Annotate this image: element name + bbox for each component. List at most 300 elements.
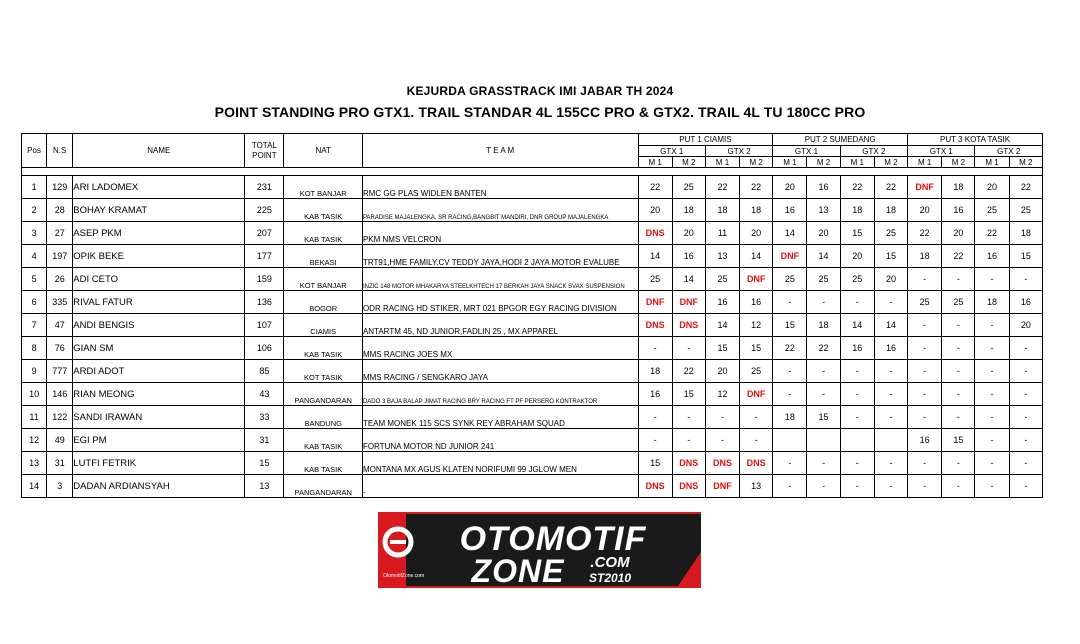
row-moto-score: 14	[773, 222, 807, 245]
row-moto-score: -	[1009, 406, 1042, 429]
row-moto-score: -	[1009, 383, 1042, 406]
row-nat: KAB TASIK	[284, 337, 362, 360]
row-moto-score: 22	[874, 176, 907, 199]
row-moto-score: DNS	[638, 475, 672, 498]
row-moto-score: -	[874, 406, 907, 429]
row-start-number: 76	[47, 337, 73, 360]
row-moto-score: 15	[638, 452, 672, 475]
row-moto-score: 14	[740, 245, 773, 268]
row-moto-score: 16	[942, 199, 975, 222]
row-moto-score: DNS	[672, 314, 705, 337]
row-total-point: 231	[245, 176, 284, 199]
row-total-point: 33	[245, 406, 284, 429]
header-moto-2: M 2	[874, 157, 907, 168]
row-moto-score: DNF	[740, 268, 773, 291]
row-moto-score: 14	[807, 245, 840, 268]
row-team: MMS RACING / SENGKARO JAYA	[362, 360, 638, 383]
row-moto-score: 15	[807, 406, 840, 429]
header-ns: N.S	[47, 134, 73, 168]
row-moto-score: DNS	[638, 222, 672, 245]
row-moto-score: 13	[807, 199, 840, 222]
row-moto-score: -	[638, 429, 672, 452]
table-row	[22, 245, 1043, 268]
row-pos: 13	[22, 452, 47, 475]
row-moto-score: 16	[1009, 291, 1042, 314]
header-moto-1: M 1	[705, 157, 739, 168]
row-pos: 7	[22, 314, 47, 337]
row-total-point: 13	[245, 475, 284, 498]
page-subtitle: POINT STANDING PRO GTX1. TRAIL STANDAR 4L 155CC PRO & GTX2. TRAIL 4L TU 180CC PRO	[214, 104, 866, 120]
row-total-point: 31	[245, 429, 284, 452]
row-moto-score: -	[1009, 452, 1042, 475]
row-team: DADO 3 BAJA BALAP JIMAT RACING BRY RACING FT PF PERSERO KONTRAKTOR	[362, 383, 638, 406]
row-moto-score: -	[840, 383, 874, 406]
row-moto-score: 22	[908, 222, 942, 245]
header-class-gtx2: GTX 2	[975, 146, 1043, 157]
row-team: FORTUNA MOTOR ND JUNIOR 241	[362, 429, 638, 452]
row-moto-score: 15	[840, 222, 874, 245]
row-rider-name: LUTFI FETRIK	[73, 452, 245, 475]
row-moto-score: -	[874, 360, 907, 383]
row-total-point: 177	[245, 245, 284, 268]
row-moto-score: 25	[874, 222, 907, 245]
row-moto-score: -	[638, 337, 672, 360]
row-moto-score: 16	[807, 176, 840, 199]
row-moto-score: 14	[638, 245, 672, 268]
row-pos: 8	[22, 337, 47, 360]
row-total-point: 225	[245, 199, 284, 222]
row-moto-score: -	[705, 429, 739, 452]
row-moto-score: 20	[975, 176, 1009, 199]
row-moto-score: DNF	[740, 383, 773, 406]
row-moto-score: 18	[807, 314, 840, 337]
row-nat: KAB TASIK	[284, 222, 362, 245]
row-start-number: 27	[47, 222, 73, 245]
logo-since: ST2010	[588, 571, 632, 585]
header-moto-2: M 2	[672, 157, 705, 168]
row-moto-score: -	[908, 452, 942, 475]
row-moto-score: 15	[1009, 245, 1042, 268]
row-total-point: 15	[245, 452, 284, 475]
row-moto-score: 25	[1009, 199, 1042, 222]
row-moto-score: -	[975, 452, 1009, 475]
header-class-gtx2: GTX 2	[840, 146, 907, 157]
row-moto-score: DNS	[705, 452, 739, 475]
header-moto-1: M 1	[908, 157, 942, 168]
row-moto-score: 16	[908, 429, 942, 452]
header-class-gtx1: GTX 1	[773, 146, 840, 157]
row-moto-score: -	[942, 360, 975, 383]
row-moto-score: 12	[740, 314, 773, 337]
row-moto-score: DNF	[705, 475, 739, 498]
table-row	[22, 452, 1043, 475]
row-moto-score: 25	[773, 268, 807, 291]
row-moto-score: 15	[874, 245, 907, 268]
row-moto-score: -	[942, 268, 975, 291]
table-row	[22, 406, 1043, 429]
row-moto-score: -	[975, 383, 1009, 406]
row-moto-score: 18	[840, 199, 874, 222]
row-moto-score: 14	[874, 314, 907, 337]
row-moto-score: 15	[672, 383, 705, 406]
row-moto-score: 22	[740, 176, 773, 199]
row-moto-score: 18	[1009, 222, 1042, 245]
row-total-point: 107	[245, 314, 284, 337]
row-total-point: 207	[245, 222, 284, 245]
table-row	[22, 429, 1043, 452]
row-rider-name: ASEP PKM	[73, 222, 245, 245]
row-rider-name: RIAN MEONG	[73, 383, 245, 406]
row-moto-score	[773, 429, 807, 452]
row-moto-score: -	[807, 475, 840, 498]
row-start-number: 335	[47, 291, 73, 314]
row-moto-score: -	[840, 291, 874, 314]
table-row	[22, 222, 1043, 245]
row-moto-score: -	[773, 360, 807, 383]
row-moto-score: 22	[807, 337, 840, 360]
row-moto-score: 22	[638, 176, 672, 199]
header-total-point: TOTAL POINT	[245, 134, 284, 168]
row-start-number: 122	[47, 406, 73, 429]
logo-text-bottom: ZONE	[471, 553, 565, 588]
row-moto-score: DNS	[638, 314, 672, 337]
row-moto-score: -	[908, 475, 942, 498]
row-moto-score: -	[1009, 429, 1042, 452]
row-moto-score: 18	[773, 406, 807, 429]
row-moto-score: 20	[672, 222, 705, 245]
row-team: -	[362, 475, 638, 498]
row-moto-score: 20	[874, 268, 907, 291]
row-moto-score: -	[942, 383, 975, 406]
row-moto-score	[807, 429, 840, 452]
row-start-number: 49	[47, 429, 73, 452]
row-pos: 10	[22, 383, 47, 406]
row-moto-score: -	[807, 360, 840, 383]
row-moto-score	[840, 429, 874, 452]
row-moto-score: 16	[638, 383, 672, 406]
header-spacer	[22, 168, 1043, 176]
row-moto-score: 14	[840, 314, 874, 337]
header-nat: NAT	[284, 134, 362, 168]
row-pos: 14	[22, 475, 47, 498]
row-pos: 12	[22, 429, 47, 452]
row-rider-name: GIAN SM	[73, 337, 245, 360]
header-round-1: PUT 1 CIAMIS	[638, 134, 773, 146]
row-moto-score: DNF	[638, 291, 672, 314]
row-moto-score: 13	[740, 475, 773, 498]
row-moto-score: -	[840, 406, 874, 429]
logo-ring-bar	[390, 540, 406, 544]
row-moto-score: 18	[908, 245, 942, 268]
row-moto-score: DNS	[672, 475, 705, 498]
header-moto-1: M 1	[773, 157, 807, 168]
row-moto-score: -	[672, 406, 705, 429]
table-row	[22, 475, 1043, 498]
row-moto-score: -	[1009, 360, 1042, 383]
row-moto-score: DNF	[908, 176, 942, 199]
row-moto-score: 20	[1009, 314, 1042, 337]
row-moto-score: -	[1009, 337, 1042, 360]
row-rider-name: BOHAY KRAMAT	[73, 199, 245, 222]
row-rider-name: EGI PM	[73, 429, 245, 452]
row-nat: BANDUNG	[284, 406, 362, 429]
row-nat: PANGANDARAN	[284, 383, 362, 406]
row-moto-score: 22	[1009, 176, 1042, 199]
row-pos: 3	[22, 222, 47, 245]
row-moto-score: -	[874, 383, 907, 406]
row-rider-name: ANDI BENGIS	[73, 314, 245, 337]
row-moto-score: -	[705, 406, 739, 429]
row-start-number: 47	[47, 314, 73, 337]
row-moto-score: -	[975, 314, 1009, 337]
header-round-3: PUT 3 KOTA TASIK	[908, 134, 1043, 146]
row-moto-score: 16	[874, 337, 907, 360]
row-team: TEAM MONEK 115 SCS SYNK REY ABRAHAM SQUAD	[362, 406, 638, 429]
row-moto-score: -	[908, 268, 942, 291]
row-rider-name: SANDI IRAWAN	[73, 406, 245, 429]
row-nat: KAB TASIK	[284, 429, 362, 452]
header-moto-2: M 2	[1009, 157, 1042, 168]
row-rider-name: RIVAL FATUR	[73, 291, 245, 314]
row-moto-score: 18	[705, 199, 739, 222]
header-round-2: PUT 2 SUMEDANG	[773, 134, 908, 146]
row-start-number: 146	[47, 383, 73, 406]
row-moto-score: 18	[740, 199, 773, 222]
row-total-point: 159	[245, 268, 284, 291]
row-moto-score: -	[773, 291, 807, 314]
row-moto-score: 20	[807, 222, 840, 245]
row-moto-score: DNS	[740, 452, 773, 475]
logo-text-top: OTOMOTIF	[459, 520, 647, 558]
header-moto-2: M 2	[807, 157, 840, 168]
row-moto-score: 25	[840, 268, 874, 291]
row-moto-score: 22	[705, 176, 739, 199]
row-team: MONTANA MX AGUS KLATEN NORIFUMI 99 JGLOW MEN	[362, 452, 638, 475]
row-start-number: 31	[47, 452, 73, 475]
row-moto-score: -	[1009, 475, 1042, 498]
row-moto-score: 18	[942, 176, 975, 199]
row-moto-score: 18	[874, 199, 907, 222]
row-moto-score: 20	[942, 222, 975, 245]
row-nat: KOT BANJAR	[284, 176, 362, 199]
row-moto-score: 20	[740, 222, 773, 245]
row-moto-score: 15	[942, 429, 975, 452]
row-moto-score: 22	[975, 222, 1009, 245]
row-moto-score: -	[908, 314, 942, 337]
row-nat: KOT BANJAR	[284, 268, 362, 291]
standing-body	[22, 176, 1043, 498]
row-moto-score: 25	[807, 268, 840, 291]
row-moto-score: 25	[908, 291, 942, 314]
row-moto-score: -	[840, 452, 874, 475]
row-moto-score: -	[740, 429, 773, 452]
row-moto-score: 22	[840, 176, 874, 199]
row-moto-score	[874, 429, 907, 452]
row-moto-score: 20	[638, 199, 672, 222]
row-moto-score: DNF	[773, 245, 807, 268]
table-row	[22, 337, 1043, 360]
row-team: INZIC 148 MOTOR MHAKARYA STEELKHTECH 17 BERKAH JAYA SNACK SVAX SUSPENSION	[362, 268, 638, 291]
row-pos: 9	[22, 360, 47, 383]
row-moto-score: -	[942, 314, 975, 337]
row-moto-score: -	[807, 291, 840, 314]
row-moto-score: 25	[740, 360, 773, 383]
row-nat: PANGANDARAN	[284, 475, 362, 498]
row-moto-score: 20	[773, 176, 807, 199]
row-rider-name: ARI LADOMEX	[73, 176, 245, 199]
header-moto-1: M 1	[638, 157, 672, 168]
row-pos: 2	[22, 199, 47, 222]
row-moto-score: -	[908, 360, 942, 383]
row-moto-score: -	[672, 429, 705, 452]
row-start-number: 3	[47, 475, 73, 498]
row-pos: 1	[22, 176, 47, 199]
row-moto-score: -	[975, 268, 1009, 291]
row-moto-score: 25	[975, 199, 1009, 222]
table-row	[22, 314, 1043, 337]
row-moto-score: -	[975, 337, 1009, 360]
row-moto-score: DNF	[672, 291, 705, 314]
header-moto-2: M 2	[942, 157, 975, 168]
row-moto-score: 12	[705, 383, 739, 406]
row-moto-score: -	[807, 452, 840, 475]
row-moto-score: -	[740, 406, 773, 429]
row-moto-score: 11	[705, 222, 739, 245]
row-moto-score: -	[942, 475, 975, 498]
header-class-gtx2: GTX 2	[705, 146, 772, 157]
row-total-point: 85	[245, 360, 284, 383]
row-team: PKM NMS VELCRON	[362, 222, 638, 245]
row-moto-score: 14	[672, 268, 705, 291]
row-moto-score: 16	[740, 291, 773, 314]
row-start-number: 197	[47, 245, 73, 268]
row-start-number: 777	[47, 360, 73, 383]
row-moto-score: 16	[840, 337, 874, 360]
row-start-number: 28	[47, 199, 73, 222]
row-moto-score: -	[975, 406, 1009, 429]
row-rider-name: OPIK BEKE	[73, 245, 245, 268]
row-moto-score: -	[773, 452, 807, 475]
table-row	[22, 291, 1043, 314]
row-total-point: 43	[245, 383, 284, 406]
row-moto-score: -	[975, 475, 1009, 498]
row-rider-name: ADI CETO	[73, 268, 245, 291]
row-moto-score: 25	[705, 268, 739, 291]
row-team: ODR RACING HD STIKER, MRT 021 BPGOR EGY RACING DIVISION	[362, 291, 638, 314]
row-moto-score: 20	[908, 199, 942, 222]
row-start-number: 26	[47, 268, 73, 291]
row-moto-score: 16	[672, 245, 705, 268]
logo-suffix: .COM	[590, 554, 630, 571]
row-pos: 11	[22, 406, 47, 429]
header-moto-1: M 1	[840, 157, 874, 168]
row-moto-score: 15	[740, 337, 773, 360]
row-moto-score: 25	[672, 176, 705, 199]
row-team: ANTARTM 45, ND JUNIOR,FADLIN 25 , MX APPAREL	[362, 314, 638, 337]
row-moto-score: 15	[705, 337, 739, 360]
row-moto-score: 22	[672, 360, 705, 383]
row-moto-score: -	[874, 475, 907, 498]
standing-table	[21, 133, 1043, 498]
row-moto-score: -	[840, 475, 874, 498]
row-total-point: 136	[245, 291, 284, 314]
row-moto-score: -	[942, 452, 975, 475]
logo-small-text: OtomotifZone.com	[383, 573, 425, 579]
row-moto-score: 13	[705, 245, 739, 268]
row-moto-score: -	[942, 337, 975, 360]
row-nat: CIAMIS	[284, 314, 362, 337]
row-nat: KAB TASIK	[284, 452, 362, 475]
row-start-number: 129	[47, 176, 73, 199]
row-nat: KOT TASIK	[284, 360, 362, 383]
row-nat: BOGOR	[284, 291, 362, 314]
table-row	[22, 268, 1043, 291]
row-moto-score: -	[874, 452, 907, 475]
row-nat: KAB TASIK	[284, 199, 362, 222]
row-team: PARADISE MAJALENGKA, SR RACING,BANGBIT MANDIRI, DNR GROUP MAJALENGKA	[362, 199, 638, 222]
row-moto-score: -	[908, 406, 942, 429]
row-moto-score: 16	[975, 245, 1009, 268]
row-rider-name: ARDI ADOT	[73, 360, 245, 383]
row-moto-score: 18	[975, 291, 1009, 314]
row-moto-score: 25	[638, 268, 672, 291]
row-moto-score: -	[1009, 268, 1042, 291]
row-team: TRT91,HME FAMILY,CV TEDDY JAYA,HODI 2 JAYA MOTOR EVALUBE	[362, 245, 638, 268]
row-moto-score: -	[908, 383, 942, 406]
table-row	[22, 199, 1043, 222]
page-title: KEJURDA GRASSTRACK IMI JABAR TH 2024	[406, 84, 674, 98]
row-moto-score: -	[975, 429, 1009, 452]
header-team: T E A M	[362, 134, 638, 168]
table-row	[22, 176, 1043, 199]
table-row	[22, 360, 1043, 383]
row-moto-score: 20	[705, 360, 739, 383]
row-moto-score: 20	[840, 245, 874, 268]
table-row	[22, 383, 1043, 406]
row-moto-score: 22	[773, 337, 807, 360]
row-moto-score: -	[807, 383, 840, 406]
row-moto-score: 22	[942, 245, 975, 268]
row-pos: 5	[22, 268, 47, 291]
row-moto-score: -	[773, 383, 807, 406]
row-team: MMS RACING JOES MX	[362, 337, 638, 360]
row-moto-score: 16	[705, 291, 739, 314]
row-pos: 6	[22, 291, 47, 314]
row-moto-score: -	[874, 291, 907, 314]
row-moto-score: -	[908, 337, 942, 360]
row-moto-score: -	[672, 337, 705, 360]
row-moto-score: 25	[942, 291, 975, 314]
header-class-gtx1: GTX 1	[638, 146, 705, 157]
header-moto-1: M 1	[975, 157, 1009, 168]
row-moto-score: 18	[672, 199, 705, 222]
row-moto-score: 18	[638, 360, 672, 383]
row-moto-score: -	[773, 475, 807, 498]
row-team: RMC GG PLAS WIDLEN BANTEN	[362, 176, 638, 199]
header-pos: Pos	[22, 134, 47, 168]
header-name: NAME	[73, 134, 245, 168]
row-moto-score: 14	[705, 314, 739, 337]
row-moto-score: -	[840, 360, 874, 383]
row-moto-score: -	[975, 360, 1009, 383]
header-moto-2: M 2	[740, 157, 773, 168]
otomotifzone-logo	[378, 512, 701, 588]
row-nat: BEKASI	[284, 245, 362, 268]
header-class-gtx1: GTX 1	[908, 146, 975, 157]
row-rider-name: DADAN ARDIANSYAH	[73, 475, 245, 498]
row-total-point: 106	[245, 337, 284, 360]
row-pos: 4	[22, 245, 47, 268]
